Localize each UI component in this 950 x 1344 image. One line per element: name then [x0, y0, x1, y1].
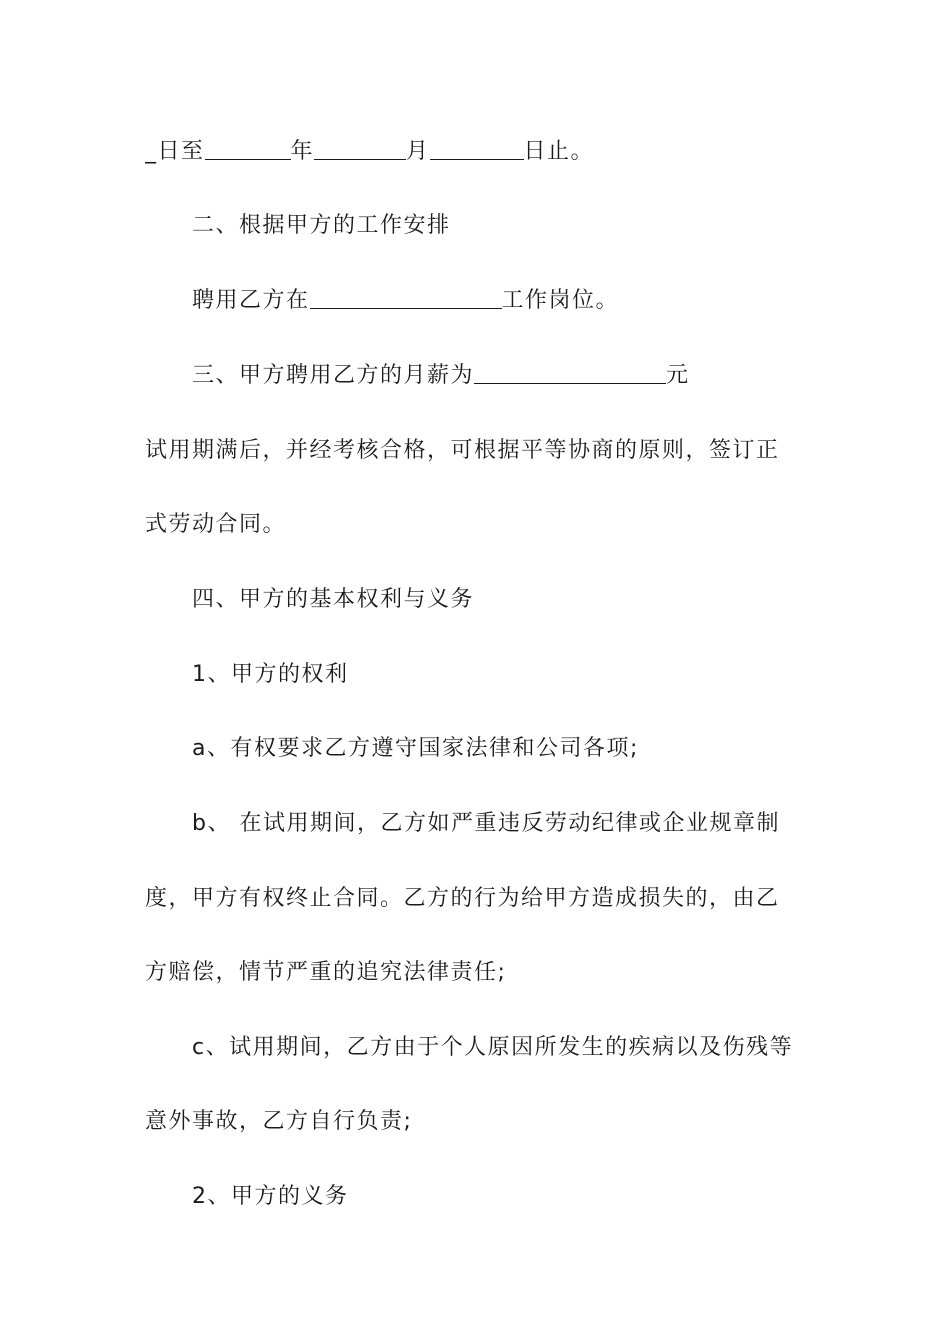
- year-blank: [205, 139, 291, 160]
- text: 月: [406, 139, 430, 164]
- text: 日止。: [523, 139, 595, 164]
- paragraph-line: 试用期满后，并经考核合格，可根据平等协商的原则，签订正: [145, 438, 780, 463]
- text: 聘用乙方在: [192, 288, 310, 313]
- section-heading-4: 四、甲方的基本权利与义务: [192, 587, 475, 612]
- section-heading-2: 二、根据甲方的工作安排: [192, 213, 451, 238]
- paragraph-line: 式劳动合同。: [145, 512, 287, 537]
- month-blank: [314, 139, 406, 160]
- item-c: c、试用期间，乙方由于个人原因所发生的疾病以及伤残等: [192, 1035, 794, 1060]
- text: 年: [290, 139, 315, 164]
- text: 元: [666, 363, 690, 388]
- position-line: [192, 286, 810, 316]
- paragraph-line: 方赔偿，情节严重的追究法律责任;: [145, 960, 507, 985]
- subheading-obligations: 2、甲方的义务: [192, 1184, 349, 1209]
- salary-line: [192, 361, 810, 391]
- text: _日至: [145, 139, 205, 164]
- text: 工作岗位。: [501, 288, 620, 313]
- date-range-line: [145, 137, 810, 167]
- salary-blank: [474, 363, 666, 384]
- subheading-rights: 1、甲方的权利: [192, 662, 349, 687]
- paragraph-line: 意外事故，乙方自行负责;: [145, 1109, 413, 1134]
- item-b: b、 在试用期间，乙方如严重违反劳动纪律或企业规章制: [192, 811, 780, 836]
- text: 三、甲方聘用乙方的月薪为: [192, 363, 475, 388]
- position-blank: [310, 288, 502, 309]
- paragraph-line: 度，甲方有权终止合同。乙方的行为给甲方造成损失的，由乙: [145, 886, 780, 911]
- item-a: a、有权要求乙方遵守国家法律和公司各项;: [192, 736, 639, 761]
- day-blank: [430, 139, 524, 160]
